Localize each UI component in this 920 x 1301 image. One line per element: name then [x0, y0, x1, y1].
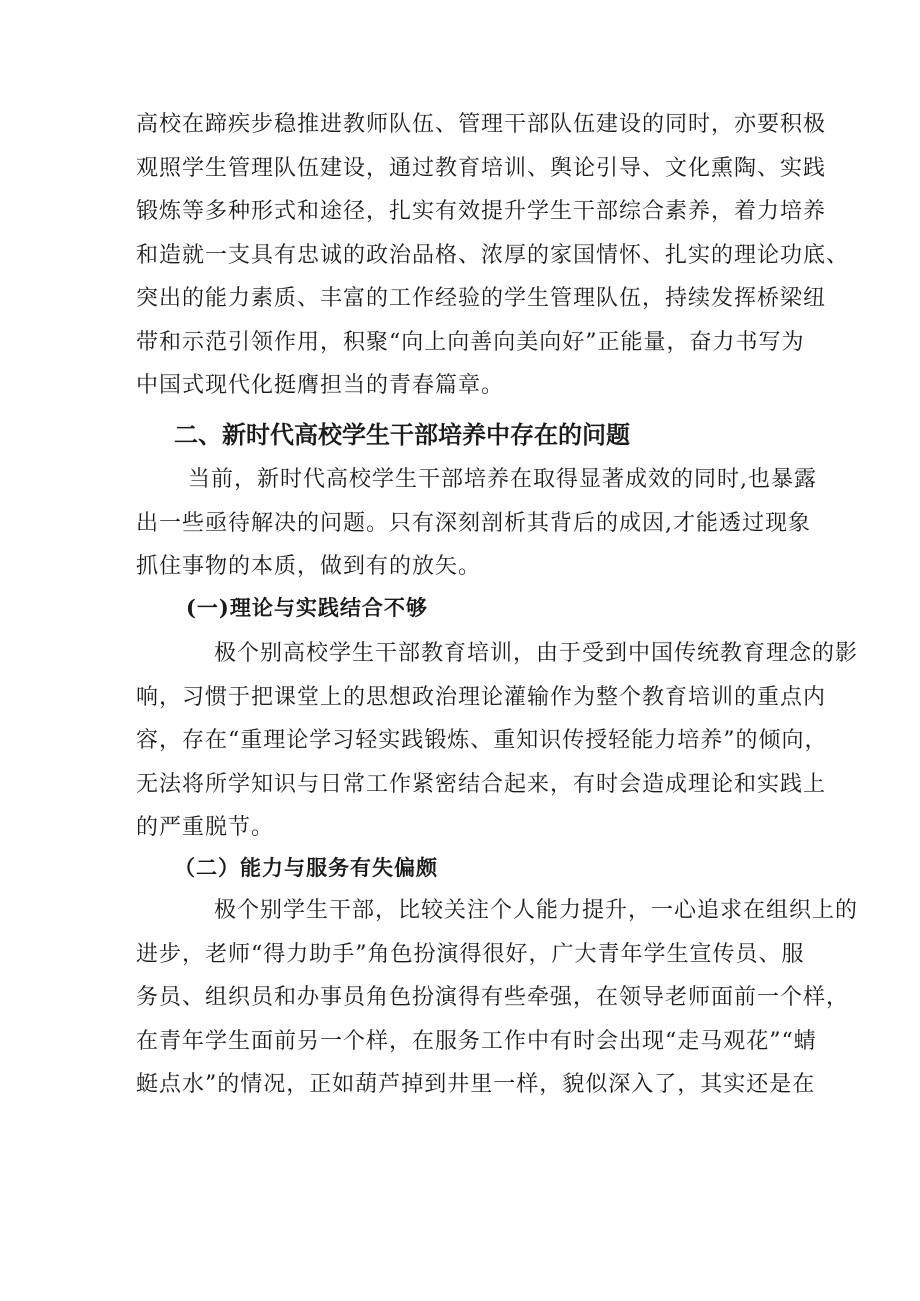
text-line: 观照学生管理队伍建设，通过教育培训、舆论引导、文化熏陶、实践 [136, 155, 827, 181]
text-line: 进步，老师“得力助手”角色扮演得很好，广大青年学生宣传员、服 [136, 941, 805, 967]
subsection-heading: (一)理论与实践结合不够 [186, 595, 428, 620]
text-line: 的严重脱节。 [136, 815, 275, 840]
text-line: 中国式现代化挺膺担当的青春篇章。 [136, 373, 505, 398]
section-heading: 二、新时代高校学生干部培养中存在的问题 [174, 421, 630, 449]
text-line: 高校在蹄疾步稳推进教师队伍、管理干部队伍建设的同时，亦要积极 [136, 112, 827, 137]
text-line: 锻炼等多种形式和途径，扎实有效提升学生干部综合素养，着力培养 [136, 199, 827, 224]
text-line: 容，存在“重理论学习轻实践锻炼、重知识传授轻能力培养”的倾向， [136, 728, 828, 753]
text-line: 无法将所学知识与日常工作紧密结合起来，有时会造成理论和实践上 [136, 771, 827, 797]
text-line: 务员、组织员和办事员角色扮演得有些牵强，在领导老师面前一个样， [136, 985, 850, 1010]
text-line: 带和示范引领作用，积聚“向上向善向美向好”正能量，奋力书写为 [136, 329, 805, 355]
paragraph-2 [136, 458, 817, 589]
text-line: 蜓点水”的情况，正如葫芦掉到井里一样，貌似深入了，其实还是在 [136, 1072, 816, 1097]
paragraph-1 [136, 103, 850, 408]
text-line: 突出的能力素质、丰富的工作经验的学生管理队伍，持续发挥桥梁纽 [136, 286, 827, 311]
subsection-heading: （二）能力与服务有失偏颇 [174, 855, 438, 880]
text-line: 出一些亟待解决的问题。只有深刻剖析其背后的成因,才能透过现象 [136, 510, 811, 536]
text-line: 极个别学生干部，比较关注个人能力提升，一心追求在组织上的 [214, 898, 859, 923]
paragraph-4 [136, 889, 859, 1107]
text-line: 当前，新时代高校学生干部培养在取得显著成效的同时,也暴露 [188, 467, 817, 492]
text-line: 极个别高校学生干部教育培训，由于受到中国传统教育理念的影 [214, 641, 859, 666]
text-line: 响，习惯于把课堂上的思想政治理论灌输作为整个教育培训的重点内 [136, 684, 827, 710]
paragraph-3 [136, 632, 859, 850]
text-line: 抓住事物的本质，做到有的放矢。 [136, 554, 482, 579]
text-line: 在青年学生面前另一个样，在服务工作中有时会出现“走马观花”“蜻 [136, 1028, 817, 1054]
text-line: 和造就一支具有忠诚的政治品格、浓厚的家国情怀、扎实的理论功底、 [136, 242, 850, 268]
